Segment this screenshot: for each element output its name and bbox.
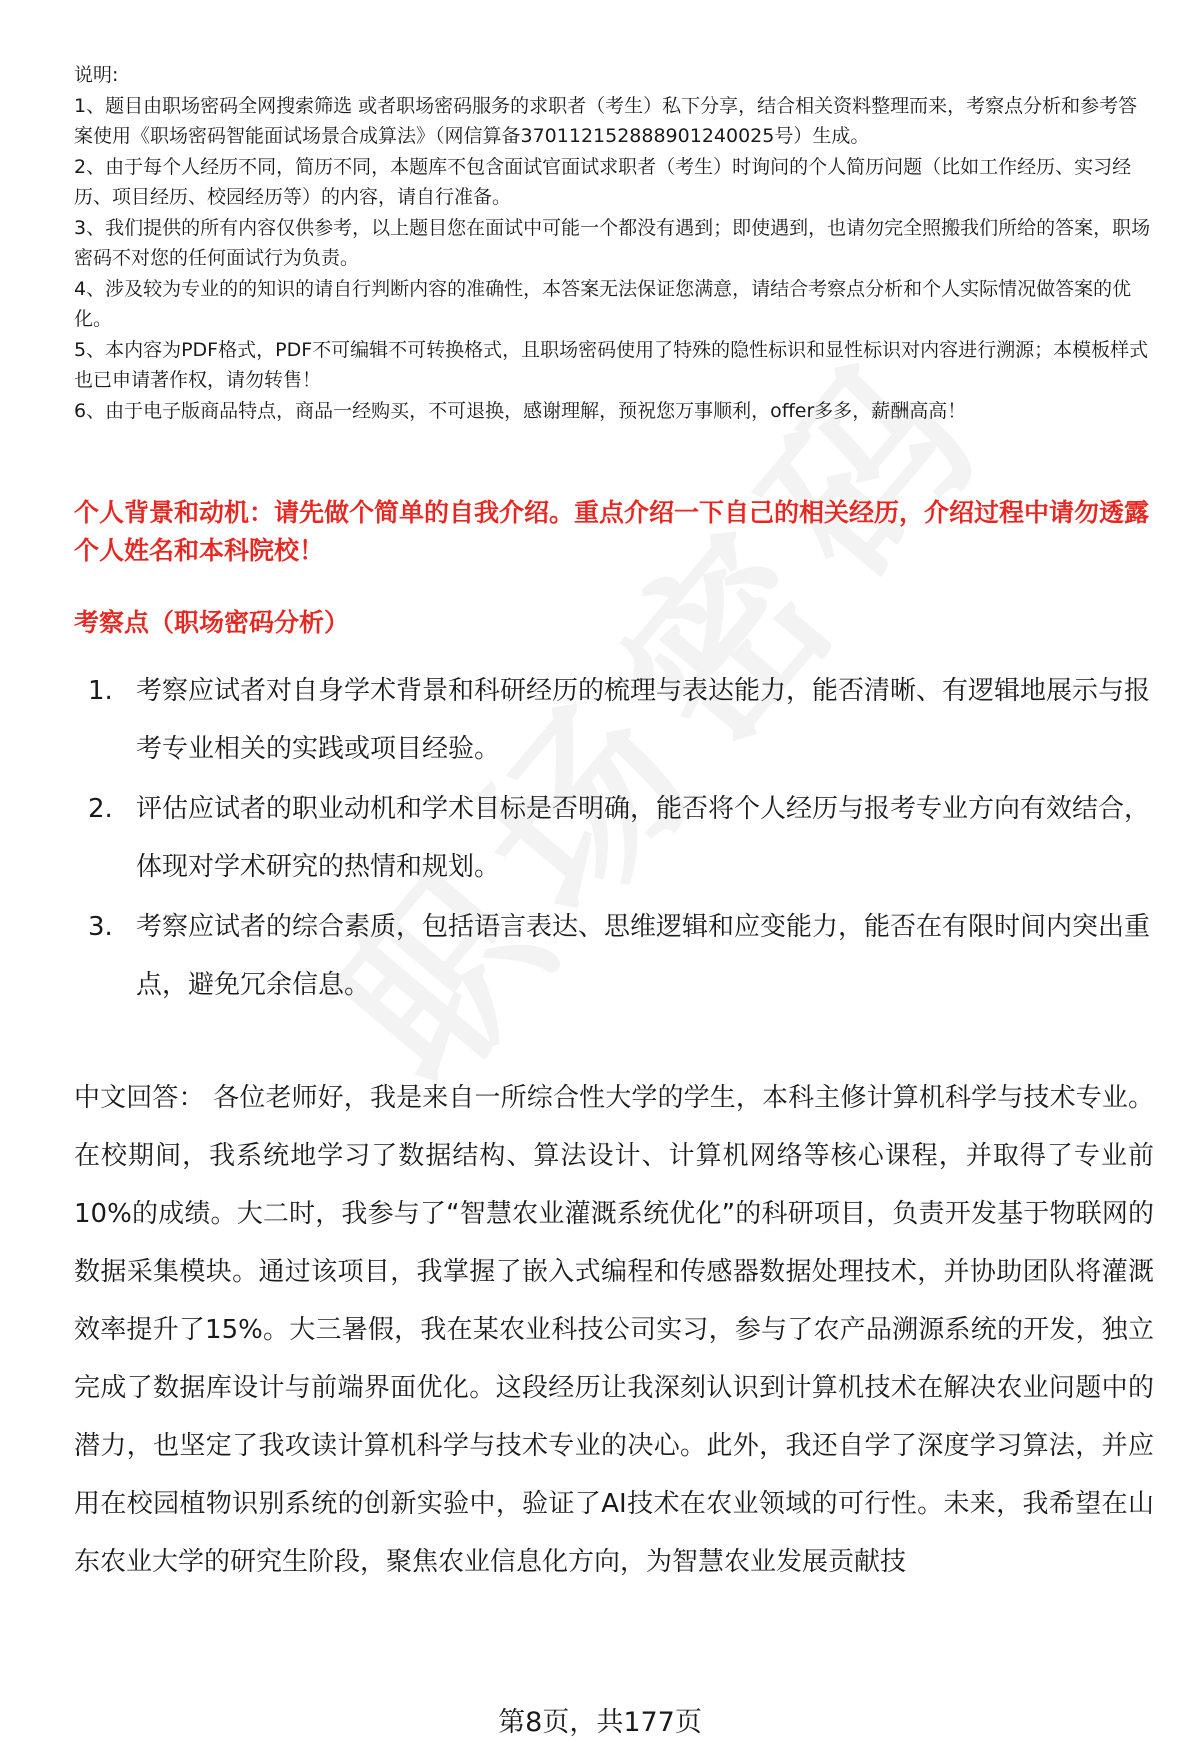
page-number: 第8页，共177页 (498, 1707, 702, 1738)
point-number: 3. (88, 912, 113, 942)
analysis-heading: 考察点（职场密码分析） (74, 608, 350, 637)
answer-paragraph: 中文回答： 各位老师好，我是来自一所综合性大学的学生，本科主修计算机科学与技术专业。在校期间，我系统地学习了数据结构、算法设计、计算机网络等核心课程，并取得了专业前10%的成绩。大二时，我参与了“智慧农业灌溉系统优化”的科研项目，负责开发基于物联网的数据采集模块。通过该项目，我掌握了嵌入式编程和传感器数据处理技术，并协助团队将灌溉效率提升了15%。大三暑假，我在某农业科技公司实习，参与了农产品溯源系统的开发，独立完成了数据库设计与前端界面优化。这段经历让我深刻认识到计算机技术在解决农业问题中的潜力，也坚定了我攻读计算机科学与技术专业的决心。此外，我还自学了深度学习算法，并应用在校园植物识别系统的创新实验中，验证了AI技术在农业领域的可行性。未来，我希望在山东农业大学的研究生阶段，聚焦农业信息化方向，为智慧农业发展贡献技 (74, 1083, 1154, 1577)
document-page (74, 60, 1154, 1577)
point-number: 1. (88, 676, 113, 706)
note-item: 1、题目由职场密码全网搜索筛选 或者职场密码服务的求职者（考生）私下分享，结合相关资料整理而来，考察点分析和参考答案使用《职场密码智能面试场景合成算法》（网信算备370112152888901240025号）生成。 (74, 94, 1138, 147)
note-item: 6、由于电子版商品特点，商品一经购买，不可退换，感谢理解，预祝您万事顺利，offer多多，薪酬高高！ (74, 399, 967, 422)
note-item: 5、本内容为PDF格式，PDF不可编辑不可转换格式，且职场密码使用了特殊的隐性标识和显性标识对内容进行溯源；本模板样式也已申请著作权，请勿转售！ (74, 338, 1149, 391)
note-item: 3、我们提供的所有内容仅供参考，以上题目您在面试中可能一个都没有遇到；即使遇到，也请勿完全照搬我们所给的答案，职场密码不对您的任何面试行为负责。 (74, 216, 1151, 269)
note-item: 2、由于每个人经历不同，简历不同，本题库不包含面试官面试求职者（考生）时询问的个人简历问题（比如工作经历、实习经历、项目经历、校园经历等）的内容，请自行准备。 (74, 155, 1132, 208)
question-heading: 个人背景和动机：请先做个简单的自我介绍。重点介绍一下自己的相关经历，介绍过程中请勿透露个人姓名和本科院校！ (74, 498, 1150, 565)
note-item: 4、涉及较为专业的的知识的请自行判断内容的准确性，本答案无法保证您满意，请结合考察点分析和个人实际情况做答案的优化。 (74, 277, 1132, 330)
analysis-point (88, 662, 1154, 778)
analysis-point (88, 898, 1154, 1014)
notes-section (74, 60, 1154, 426)
point-text: 考察应试者对自身学术背景和科研经历的梳理与表达能力，能否清晰、有逻辑地展示与报考专业相关的实践或项目经验。 (136, 676, 1151, 764)
point-text: 评估应试者的职业动机和学术目标是否明确，能否将个人经历与报考专业方向有效结合，体现对学术研究的热情和规划。 (136, 794, 1151, 882)
point-text: 考察应试者的综合素质，包括语言表达、思维逻辑和应变能力，能否在有限时间内突出重点，避免冗余信息。 (136, 912, 1151, 1000)
point-number: 2. (88, 794, 113, 824)
analysis-points (88, 662, 1154, 1016)
analysis-point (88, 780, 1154, 896)
notes-heading: 说明: (74, 64, 119, 86)
